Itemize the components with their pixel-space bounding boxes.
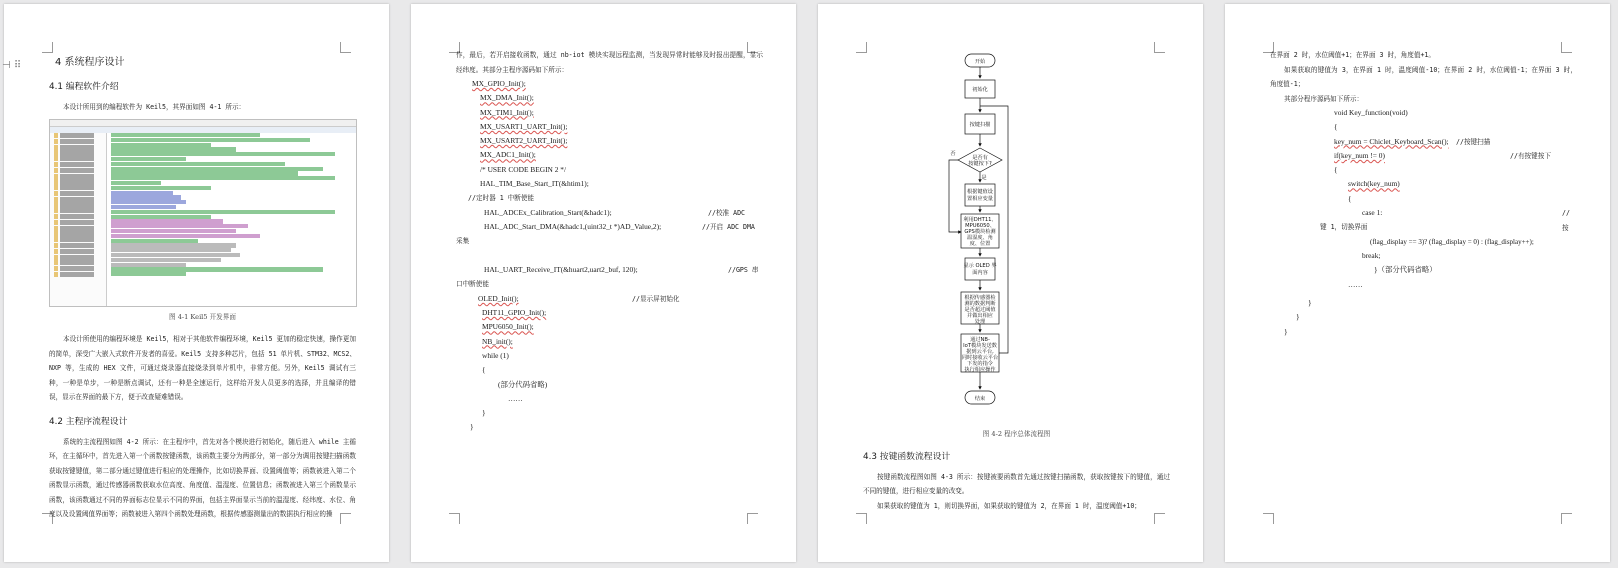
- source-intro-paragraph: 其部分程序源码如下所示：: [1284, 94, 1364, 103]
- code-line: NB_init();: [482, 336, 513, 346]
- figure-caption: 图 4-1 Keil5 开发界面: [169, 312, 236, 321]
- code-line: MX_USART2_UART_Init();: [480, 136, 568, 146]
- flow-start-label: 开始: [974, 59, 986, 65]
- code-line: }（部分代码省略）: [1374, 265, 1437, 275]
- svg-text:通过NB-: 通过NB-: [970, 337, 990, 343]
- main-flow-paragraph: 系统的主流程图如图 4-2 所示：在主程序中，首先对各个模块进行初始化，随后进入 while 主循环，在主循环中，首先进入第一个函数按键函数，该函数主要分为两部分，第一部分为调用按键扫描函数获取按键键值，第二部分通过键值进行相应的处理操作，比如切换界面、设置阈值等；函数被进入第二个函数显示函数，通过传感器函数获取水位高度、角度值、温湿度、位置信息；函数被进入第三个函数显示函数，该函数通过不同的界面标志位显示不同的界面，包括主界面显示当前的温湿度、经纬度、水位、角度以及设置阈值界面等；函数被进入第四个函数处理函数，根据传感器测量出的数据执行相应的操: [49, 437, 356, 518]
- document-page-2: [411, 4, 796, 562]
- flow-set-node: [965, 184, 995, 206]
- section-heading-4-2: 4.2 主程序流程设计: [49, 416, 128, 427]
- code-comment: 采集: [456, 237, 470, 246]
- code-line: HAL_ADCEx_Calibration_Start(&hadc1); //校准 ADC: [484, 207, 746, 217]
- code-line: void Key_function(void): [1334, 108, 1408, 117]
- svg-text:执行相应操作: 执行相应操作: [964, 367, 996, 373]
- ide-project-tree: [50, 133, 107, 306]
- code-line: (部分代码省略): [498, 379, 548, 389]
- code-line: case 1: // 按: [1362, 208, 1570, 232]
- code-line: }: [1308, 298, 1312, 308]
- code-line: }: [1284, 326, 1288, 336]
- crop-mark: [856, 513, 867, 524]
- crop-mark: [747, 513, 758, 524]
- flow-decision-label: 按键按下?: [968, 161, 992, 167]
- document-page-4: [1225, 4, 1610, 562]
- ide-menubar: [50, 120, 356, 127]
- code-line: MX_USART1_UART_Init();: [480, 121, 568, 131]
- code-comment: //定时器 1 中断使能: [468, 194, 535, 203]
- section-heading-4-3: 4.3 按键函数流程设计: [863, 451, 951, 462]
- code-line: HAL_TIM_Base_Start_IT(&htim1);: [480, 179, 589, 189]
- svg-text:根据传感器检: 根据传感器检: [964, 295, 996, 301]
- continued-paragraph: 作，最后，若开启接收函数，通过 nb-iot 模块实现远程监测，当发现异常时能够及时报出提醒，显示经纬度。其部分主程序源码如下所示：: [456, 51, 763, 74]
- svg-text:是否超过阈值: 是否超过阈值: [964, 307, 996, 313]
- svg-text:温湿度、角: 温湿度、角: [967, 235, 993, 241]
- code-line: key_num = Chiclet_Keyboard_Scan(); //按键扫描: [1334, 136, 1491, 146]
- svg-text:MPU6050、: MPU6050、: [965, 223, 995, 229]
- svg-text:IoT模块发送数: IoT模块发送数: [963, 343, 997, 349]
- svg-text:置相应变量: 置相应变量: [967, 196, 993, 202]
- code-line: ……: [508, 393, 523, 403]
- key-value-paragraph: 如果获取的键值为 1，则切换界面，如果获取的键值为 2，在界面 1 时，温度阈值+10；: [877, 501, 1141, 510]
- crop-mark: [1154, 513, 1165, 524]
- crop-mark: [1561, 513, 1572, 524]
- svg-text:度、位置: 度、位置: [969, 241, 991, 247]
- code-line: }: [470, 422, 474, 432]
- svg-text:处理: 处理: [974, 319, 986, 325]
- code-line: {: [1348, 193, 1352, 203]
- code-line: HAL_ADC_Start_DMA(&hadc1,(uint32_t *)AD_Value,2); //开启 ADC DMA: [484, 222, 755, 232]
- code-comment: 键 1，切换界面: [1320, 223, 1368, 232]
- code-line: {: [1334, 165, 1338, 175]
- svg-text:GPS模块检测: GPS模块检测: [964, 229, 996, 235]
- code-line: OLED_Init(); //显示屏初始化: [478, 293, 680, 303]
- code-line: /* USER CODE BEGIN 2 */: [480, 164, 567, 174]
- threshold-paragraph: 在界面 2 时，水位阈值+1；在界面 3 时，角度值+1。: [1270, 51, 1435, 59]
- flow-display-node: [965, 258, 995, 280]
- code-line: DHT11_GPIO_Init();: [482, 308, 547, 318]
- keil5-screenshot-figure: [49, 119, 357, 307]
- svg-text:据到云平台,: 据到云平台,: [966, 349, 994, 355]
- crop-mark: [449, 513, 460, 524]
- code-line: ……: [1348, 279, 1363, 289]
- svg-text:面内容: 面内容: [972, 270, 988, 276]
- code-line: }: [1296, 312, 1300, 322]
- code-line: {: [1334, 122, 1338, 132]
- document-page-1: [4, 4, 389, 562]
- code-line: MX_DMA_Init();: [480, 93, 534, 103]
- flow-decision-label: 是否有: [972, 155, 988, 161]
- crop-mark: [1263, 513, 1274, 524]
- flow-no-label: 否: [950, 151, 956, 157]
- flow-init-label: 初始化: [972, 87, 988, 93]
- code-line: HAL_UART_Receive_IT(&huart2,uart2_buf, 120); //GPS 串: [484, 264, 759, 274]
- key-flow-paragraph: 按键函数流程图如图 4-3 所示：按键被要函数首先通过按键扫描函数，获取按键按下的键值，通过不同的键值，进行相应变量的改变。: [863, 472, 1170, 495]
- svg-text:下发的指令: 下发的指令: [967, 361, 993, 367]
- code-line: break;: [1362, 251, 1381, 261]
- code-line: MPU6050_Init();: [482, 322, 534, 332]
- ide-code-editor: [107, 133, 356, 306]
- chapter-heading: 4 系统程序设计: [55, 57, 125, 68]
- keil-paragraph: 本设计所使用的编程环境是 Keil5，相对于其他软件编程环境，Keil5 更加的稳定快速，操作更加的简单，深受广大嵌入式软件开发者的喜爱。Keil5 支持多种芯片，包括 51 单片机、STM32、MCS2、NXP 等，生成的 HEX 文件，可通过烧录器直接烧录到单片机中，非常方便。另外，Keil5 调试有三种，一种是单步，一种是断点调试，还有一种是全速运行，这样给开发人员更多的选择，并且编译的错误，显示在界面的最下方，便于改查疑难错误。: [49, 335, 356, 401]
- code-line: switch(key_num): [1348, 179, 1400, 189]
- drag-handle-icon[interactable]: ⊣ ⠿: [2, 60, 22, 71]
- svg-text:显示 OLED 界: 显示 OLED 界: [963, 263, 997, 269]
- intro-paragraph: 本设计所用到的编程软件为 Keil5，其界面如图 4-1 所示：: [63, 103, 246, 111]
- code-line: if(key_num != 0) //有按键按下: [1334, 150, 1551, 160]
- code-line: (flag_display == 3)? (flag_display = 0) : (flag_display++);: [1370, 237, 1534, 246]
- code-line: MX_TIM1_Init();: [480, 107, 534, 117]
- section-heading-4-1: 4.1 编程软件介绍: [49, 82, 119, 92]
- svg-text:测的数据判断: 测的数据判断: [964, 301, 996, 307]
- code-line: while (1): [482, 350, 509, 360]
- flow-scan-label: 按键扫描: [969, 122, 991, 128]
- document-page-3: [818, 4, 1203, 562]
- svg-text:利用DHT11、: 利用DHT11、: [963, 217, 997, 223]
- program-flowchart: [818, 4, 1203, 424]
- code-line: }: [482, 408, 486, 418]
- key3-paragraph: 如果获取的键值为 3，在界面 1 时，温度阈值-10；在界面 2 时，水位阈值-1；在界面 3 时，角度值-1；: [1270, 65, 1577, 88]
- svg-text:同时接收云平台: 同时接收云平台: [961, 355, 999, 361]
- flow-end-label: 结束: [974, 396, 986, 402]
- flow-yes-label: 是: [981, 175, 987, 181]
- code-line: MX_ADC1_Init();: [480, 150, 536, 160]
- code-line: MX_GPIO_Init();: [472, 79, 526, 88]
- svg-text:根据键值设: 根据键值设: [967, 189, 993, 195]
- svg-text:并做出相应: 并做出相应: [967, 313, 993, 319]
- code-line: {: [482, 365, 486, 375]
- code-comment: 口中断使能: [456, 280, 489, 289]
- figure-caption: 图 4-2 程序总体流程图: [982, 430, 1051, 438]
